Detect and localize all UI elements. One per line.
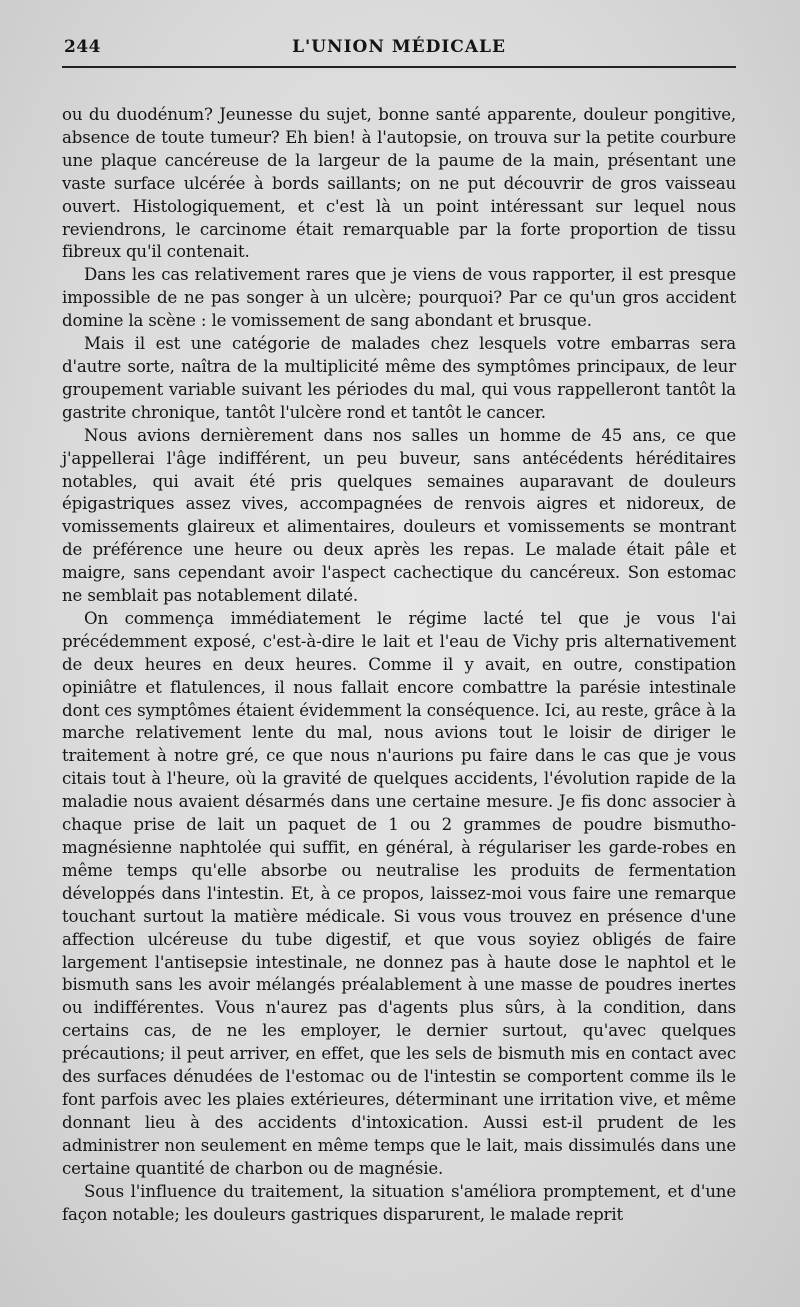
page-number: 244: [64, 37, 101, 57]
paragraph: Dans les cas relativement rares que je viens de vous rapporter, il est presque impossible de ne pas songer à un ulcère; pourquoi? Par ce qu'un gros accident domine la scène : le vomissement de sang abondant et brusque.: [62, 265, 736, 331]
paragraph: On commença immédiatement le régime lacté tel que je vous l'ai précédemment exposé, c'est-à-dire le lait et l'eau de Vichy pris alternativement de deux heures en deux heures. Comme il y avait, en outre, constipation opiniâtre et flatulences, il nous fallait encore combattre la parésie intestinale dont ces symptômes étaient évidemment la conséquence. Ici, au reste, grâce à la marche relativement lente du mal, nous avions tout le loisir de diriger le traitement à notre gré, ce que nous n'aurions pu faire dans le cas que je vous citais tout à l'heure, où la gravité de quelques accidents, l'évolution rapide de la maladie nous avaient désarmés dans une certaine mesure. Je fis donc associer à chaque prise de lait un paquet de 1 ou 2 grammes de poudre bismutho-magnésienne naphtolée qui suffit, en général, à régulariser les garde-robes en même temps qu'elle absorbe ou neutralise les produits de fermentation développés dans l'intestin. Et, à ce propos, laissez-moi vous faire une remarque touchant surtout la matière médicale. Si vous vous trouvez en présence d'une affection ulcéreuse du tube digestif, et que vous soyiez obligés de faire largement l'antisepsie intestinale, ne donnez pas à haute dose le naphtol et le bismuth sans les avoir mélangés préalablement à une masse de poudres inertes ou indifférentes. Vous n'aurez pas d'agents plus sûrs, à la condition, dans certains cas, de ne les employer, le dernier surtout, qu'avec quelques précautions; il peut arriver, en effet, que les sels de bismuth mis en contact avec des surfaces dénudées de l'estomac ou de l'intestin se comportent comme ils le font parfois avec les plaies extérieures, déterminant une irritation vive, et même donnant lieu à des accidents d'intoxication. Aussi est-il prudent de les administrer non seulement en même temps que le lait, mais dissimulés dans une certaine quantité de charbon ou de magnésie.: [62, 608, 736, 1178]
body-text: [62, 104, 736, 1226]
header-rule: [62, 66, 736, 68]
paragraph: ou du duodénum? Jeunesse du sujet, bonne santé apparente, douleur pongitive, absence de toute tumeur? Eh bien! à l'autopsie, on trouva sur la petite courbure une plaque cancéreuse de la largeur de la paume de la main, présentant une vaste surface ulcérée à bords saillants; on ne put découvrir de gros vaisseau ouvert. Histologiquement, et c'est là un point intéressant sur lequel nous reviendrons, le carcinome était remarquable par la forte proportion de tissu fibreux qu'il contenait.: [62, 105, 736, 262]
running-title: L'UNION MÉDICALE: [292, 37, 506, 57]
paragraph: Mais il est une catégorie de malades chez lesquels votre embarras sera d'autre sorte, naîtra de la multiplicité même des symptômes principaux, de leur groupement variable suivant les périodes du mal, qui vous rappelleront tantôt la gastrite chronique, tantôt l'ulcère rond et tantôt le cancer.: [62, 334, 736, 422]
paragraph: Nous avions dernièrement dans nos salles un homme de 45 ans, ce que j'appellerai l'âge indifférent, un peu buveur, sans antécédents héréditaires notables, qui avait été pris quelques semaines auparavant de douleurs épigastriques assez vives, accompagnées de renvois aigres et nidoreux, de vomissements glaireux et alimentaires, douleurs et vomissements se montrant de préférence une heure ou deux après les repas. Le malade était pâle et maigre, sans cependant avoir l'aspect cachectique du cancéreux. Son estomac ne semblait pas notablement dilaté.: [62, 425, 736, 606]
paragraph: Sous l'influence du traitement, la situation s'améliora promptement, et d'une façon notable; les douleurs gastriques disparurent, le malade reprit: [62, 1181, 736, 1224]
page-header: [62, 28, 736, 68]
